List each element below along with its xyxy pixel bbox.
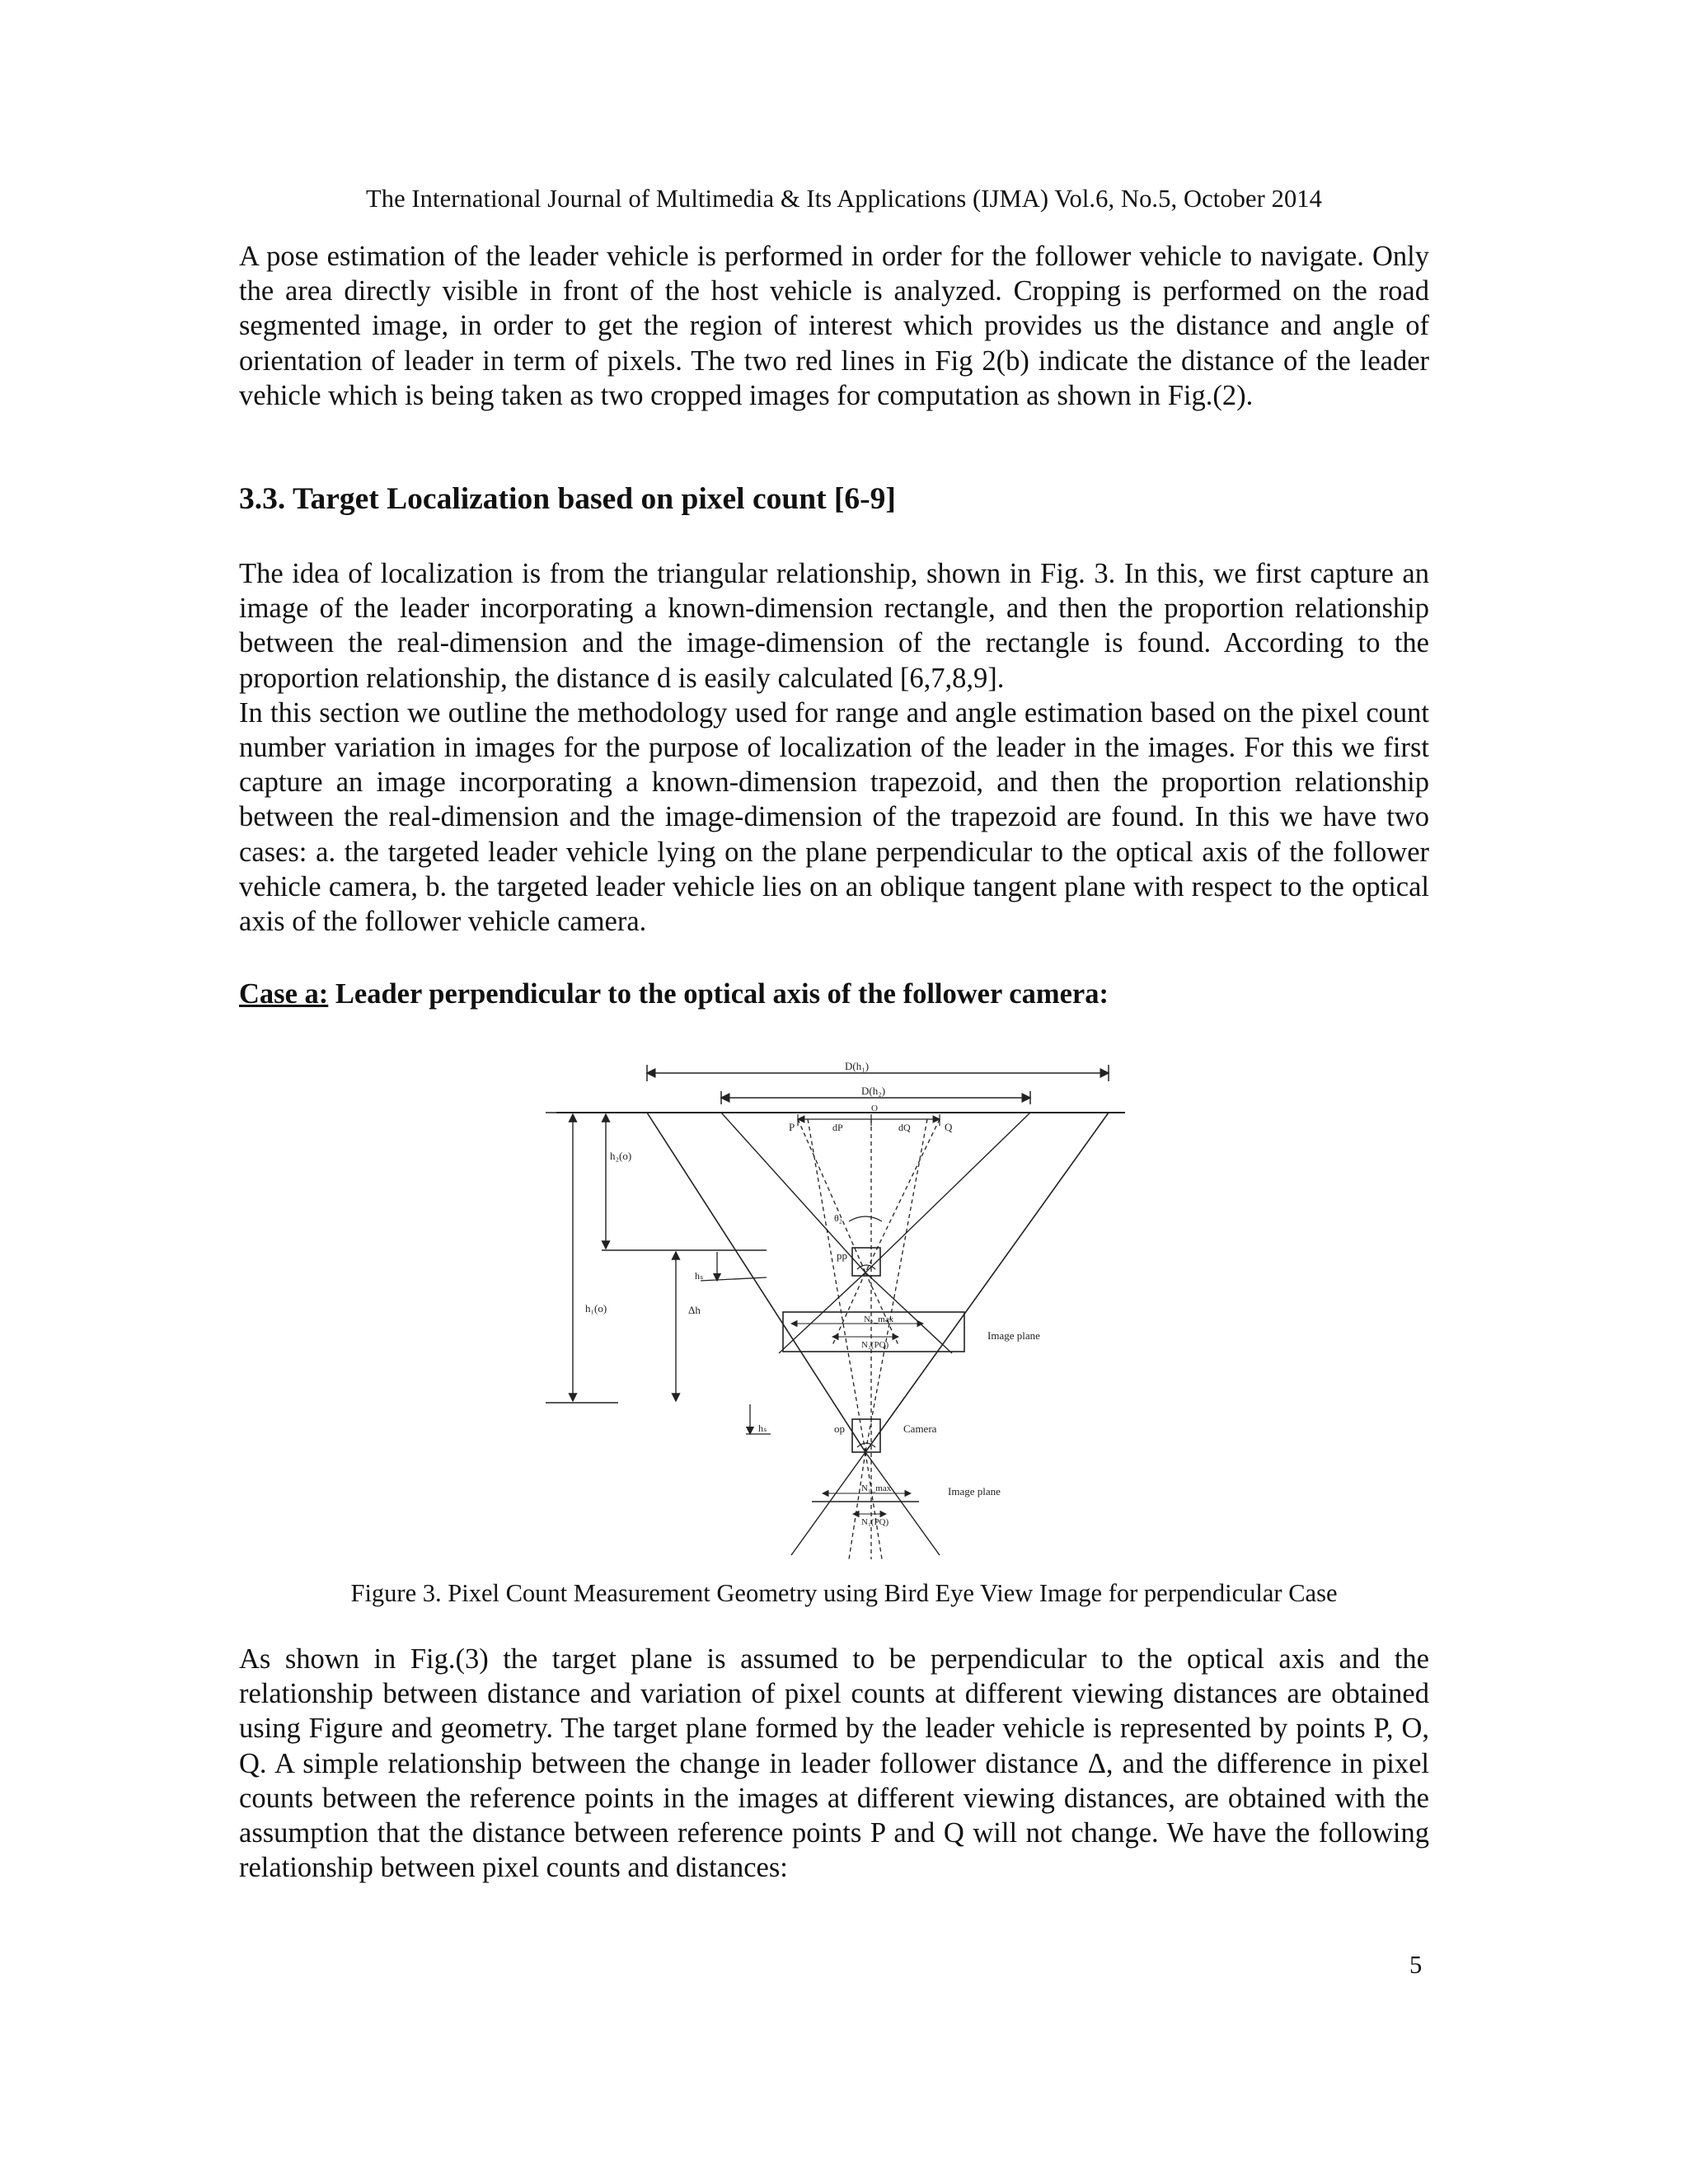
paragraph-localization (239, 556, 1429, 939)
label-h1o: h₁(o) (585, 1302, 607, 1315)
label-N-pq-top: N₂(PQ) (861, 1340, 889, 1350)
paragraph-2a: The idea of localization is from the triangular relationship, shown in Fig. 3. In this, we first capture an image of the leader incorporating a known-dimension rectangle, and then the proportion relationship between the real-dimension and the image-dimension of the rectangle is found. According to the proportion relationship, the distance d is easily calculated [6,7,8,9]. (239, 558, 1429, 694)
label-dQ: dQ (898, 1122, 911, 1133)
geometry-diagram (536, 1057, 1146, 1568)
case-label: Case a: (239, 978, 329, 1010)
label-theta: θ₂ (834, 1212, 842, 1224)
paragraph-perpendicular (239, 1642, 1429, 1885)
label-D-h2: D(h₂) (861, 1085, 886, 1097)
label-image-plane-bottom: Image plane (948, 1485, 1001, 1497)
label-O: O (871, 1104, 878, 1113)
label-delta-h: Δh (688, 1304, 701, 1316)
label-camera: Camera (903, 1422, 937, 1435)
figure-caption: Figure 3. Pixel Count Measurement Geometry using Bird Eye View Image for perpendicular Case (350, 1579, 1338, 1607)
case-title: Leader perpendicular to the optical axis of the follower camera: (328, 978, 1109, 1010)
paragraph-2b: In this section we outline the methodology used for range and angle estimation based on the pixel count number variation in images for the purpose of localization of the leader in the images. For this we first capture an image incorporating a known-dimension trapezoid, and then the proportion relationship between the real-dimension and the image-dimension of the trapezoid are found. In this we have two cases: a. the targeted leader vehicle lying on the plane perpendicular to the optical axis of the follower vehicle camera, b. the targeted leader vehicle lies on an oblique tangent plane with respect to the optical axis of the follower vehicle camera. (239, 696, 1429, 938)
label-hs-top: hₛ (695, 1270, 704, 1282)
label-pp: pp (837, 1249, 847, 1262)
running-header: The International Journal of Multimedia & Its Applications (IJMA) Vol.6, No.5, October 2014 (365, 185, 1322, 213)
label-P: P (789, 1121, 795, 1133)
label-hs-bottom: hₛ (758, 1422, 767, 1434)
page-number: 5 (1409, 1951, 1423, 1979)
label-N-pq-bottom: N₁(PQ) (861, 1517, 889, 1527)
case-a-heading (239, 978, 1109, 1010)
label-D-h1: D(h₁) (845, 1060, 870, 1072)
label-image-plane-top: Image plane (987, 1329, 1040, 1342)
label-Q: Q (945, 1121, 953, 1133)
label-N-max-bottom: N₁_max (861, 1483, 892, 1493)
paragraph-pose-estimation (239, 239, 1429, 413)
paragraph-1: A pose estimation of the leader vehicle is performed in order for the follower vehicle to navigate. Only the area directly visible in front of the host vehicle is analyzed. Cropping is performed on the road segmented image, in order to get the region of interest which provides us the distance and angle of orientation of leader in term of pixels. The two red lines in Fig 2(b) indicate the distance of the leader vehicle which is being taken as two cropped images for computation as shown in Fig.(2). (239, 241, 1429, 411)
section-heading: 3.3. Target Localization based on pixel count [6-9] (239, 482, 896, 516)
label-dP: dP (832, 1122, 843, 1133)
label-op: op (834, 1422, 845, 1435)
label-h2o: h₂(o) (610, 1150, 632, 1162)
figure-3 (536, 1057, 1146, 1572)
label-N-max-top: N₂_max (864, 1315, 894, 1324)
paragraph-3: As shown in Fig.(3) the target plane is assumed to be perpendicular to the optical axis and the relationship between distance and variation of pixel counts at different viewing distances are obtained using Figure and geometry. The target plane formed by the leader vehicle is represented by points P, O, Q. A simple relationship between the change in leader follower distance Δ, and the difference in pixel counts between the reference points in the images at different viewing distances, are obtained with the assumption that the distance between reference points P and Q will not change. We have the following relationship between pixel counts and distances: (239, 1643, 1429, 1884)
camera-bottom-box (852, 1419, 880, 1452)
